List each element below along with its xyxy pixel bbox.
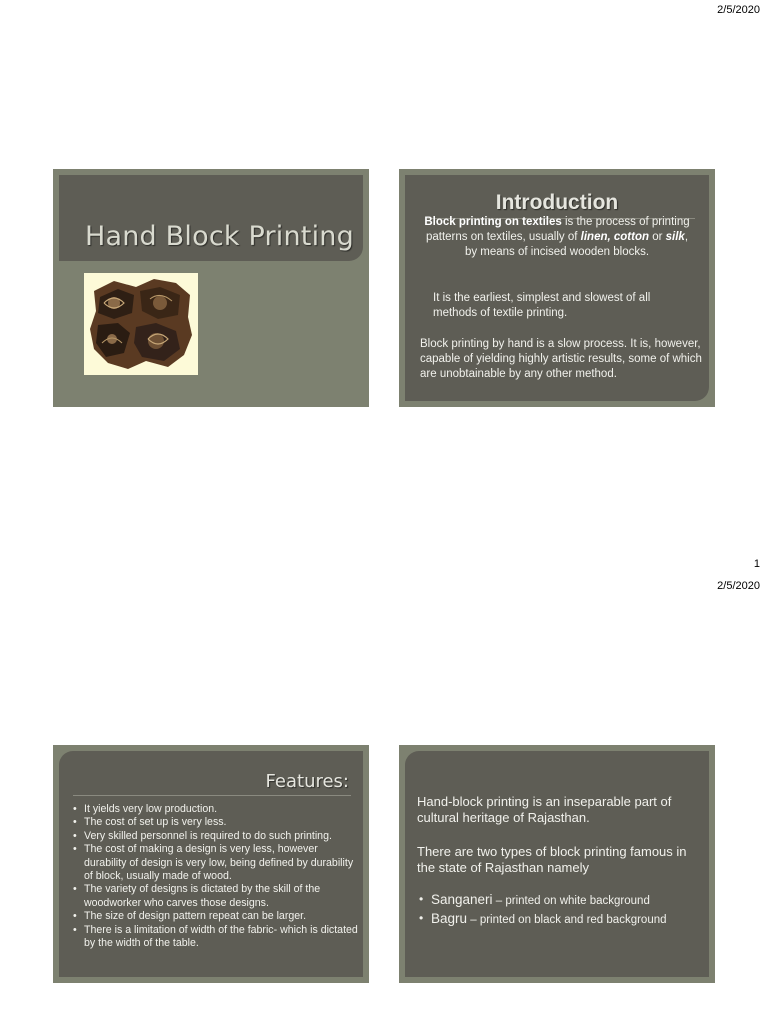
page-number: 1 <box>753 558 760 570</box>
slide-features <box>53 745 369 983</box>
slide-introduction <box>399 169 715 407</box>
slide-title-text: Hand Block Printing <box>85 221 354 252</box>
slide-rajasthan <box>399 745 715 983</box>
slide-title <box>53 169 369 407</box>
intro-text-1: is the process of printing patterns on textiles, usually of <box>425 216 690 243</box>
introduction-heading: Introduction <box>495 191 619 214</box>
type-name: Sanganeri <box>431 892 493 907</box>
intro-text-2: or <box>649 231 666 243</box>
carved-blocks-illustration <box>84 273 198 375</box>
features-heading: Features: <box>265 771 349 792</box>
list-item: • The cost of making a design is very less, however durability of design is very low, being defined by durability of block, usually made of wood. <box>73 843 363 883</box>
page-date: 2/5/2020 <box>717 580 760 592</box>
intro-silk: silk <box>665 231 685 243</box>
intro-bold-phrase: Block printing on textiles <box>424 216 562 228</box>
heading-divider <box>73 795 351 796</box>
intro-text-3: , by means of incised wooden blocks. <box>464 231 689 258</box>
heritage-paragraph: Hand-block printing is an inseparable part of cultural heritage of Rajasthan. <box>417 794 672 825</box>
type-description: – printed on black and red background <box>467 914 667 926</box>
types-paragraph: There are two types of block printing famous in the state of Rajasthan namely <box>417 844 687 875</box>
type-name: Bagru <box>431 911 468 926</box>
page-date: 2/5/2020 <box>717 4 760 16</box>
slow-process-paragraph: Block printing by hand is a slow process. It is, however, capable of yielding highly artistic results, some of which are unobtainable by any other method. <box>420 338 702 380</box>
intro-fabrics: linen, cotton <box>580 231 650 243</box>
list-item <box>419 891 709 910</box>
list-item: • It yields very low production. <box>73 803 363 816</box>
earliest-method-paragraph: It is the earliest, simplest and slowest of all methods of textile printing. <box>433 292 651 319</box>
list-item: • The size of design pattern repeat can be larger. <box>73 910 363 923</box>
block-printing-types-list <box>419 891 709 929</box>
list-item: • The cost of set up is very less. <box>73 816 363 829</box>
list-item: • The variety of designs is dictated by the skill of the woodworker who carves those designs. <box>73 883 363 910</box>
introduction-paragraph <box>419 215 695 260</box>
list-item <box>419 910 709 929</box>
list-item: • There is a limitation of width of the fabric- which is dictated by the width of the table. <box>73 924 363 951</box>
wooden-blocks-image <box>84 273 198 375</box>
list-item: • Very skilled personnel is required to do such printing. <box>73 830 363 843</box>
features-list <box>73 803 363 950</box>
type-description: – printed on white background <box>492 895 650 907</box>
